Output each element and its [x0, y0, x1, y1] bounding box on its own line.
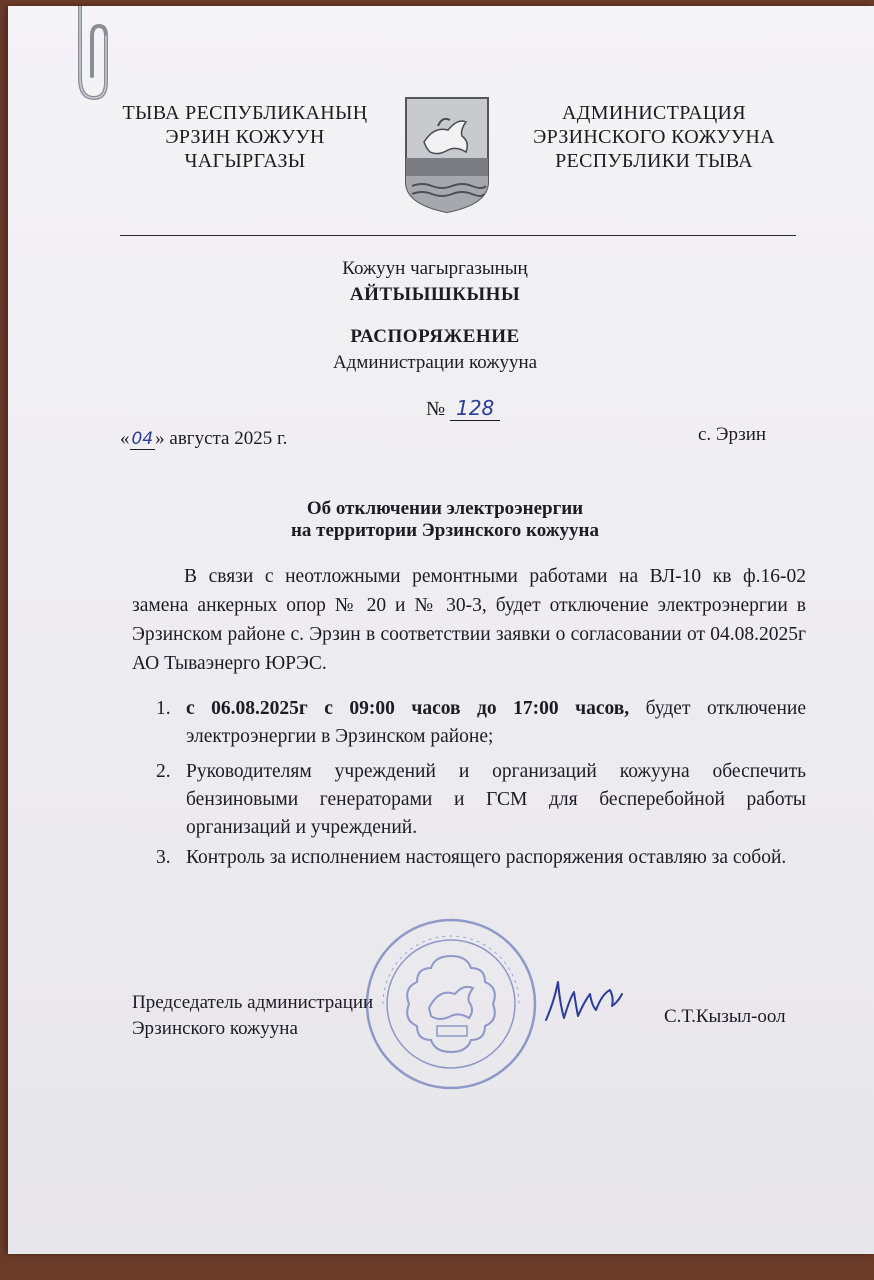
subject-line-1: Об отключении электроэнергии — [306, 498, 584, 519]
list-item-bold: с 06.08.2025г с 09:00 часов до 17:00 часов, — [186, 698, 630, 719]
signatory-position-line-2: Эрзинского кожууна — [132, 1018, 298, 1039]
date-open-quote: « — [120, 428, 130, 449]
tuvan-title: АЙТЫЫШКЫНЫ — [349, 284, 521, 305]
header-left-line: ТЫВА РЕСПУБЛИКАНЫҢ — [122, 102, 368, 124]
date-day-handwritten: 04 — [131, 429, 154, 449]
header-right-russian — [520, 101, 788, 173]
header-right-line: РЕСПУБЛИКИ ТЫВА — [555, 150, 753, 172]
handwritten-signature-icon — [540, 972, 626, 1032]
subject-line-2: на территории Эрзинского кожууна — [290, 520, 600, 541]
list-item-number: 3. — [156, 847, 171, 868]
russian-title: РАСПОРЯЖЕНИЕ — [350, 326, 520, 347]
list-item-text: Руководителям учреждений и организаций кожууна обеспечить бензиновыми генераторами и ГСМ для бесперебойной работы организаций и учреждений. — [186, 761, 806, 838]
signatory-position — [132, 990, 373, 1042]
header-left-line: ЭРЗИН КОЖУУН — [165, 126, 325, 148]
date-month-year: » августа 2025 г. — [155, 428, 288, 449]
document-number — [426, 396, 500, 421]
list-item — [132, 844, 806, 872]
header-right-line: ЭРЗИНСКОГО КОЖУУНА — [533, 126, 775, 148]
list-item-number: 1. — [156, 698, 171, 719]
document-page — [8, 6, 874, 1254]
official-stamp-icon — [363, 916, 539, 1092]
list-item-number: 2. — [156, 761, 171, 782]
body-paragraph: В связи с неотложными ремонтными работами на ВЛ-10 кв ф.16-02 замена анкерных опор № 20 и № 30-3, будет отключение электроэнергии в Эрзинском районе с. Эрзин в соответствии заявки о согласовании от 04.08.2025г АО Тываэнерго ЮРЭС. — [132, 566, 806, 674]
coat-of-arms-icon — [404, 96, 490, 214]
number-label: № — [426, 398, 446, 420]
tuvan-subtitle: Кожуун чагыргазының — [342, 258, 528, 279]
signatory-position-line-1: Председатель администрации — [132, 992, 374, 1013]
number-handwritten: 128 — [450, 396, 500, 421]
russian-subtitle: Администрации кожууна — [332, 352, 538, 373]
paper-clip-icon — [66, 6, 116, 106]
header-left-line: ЧАГЫРГАЗЫ — [184, 150, 306, 172]
list-item — [132, 695, 806, 751]
place-name: с. Эрзин — [698, 424, 767, 445]
header-right-line: АДМИНИСТРАЦИЯ — [562, 102, 746, 124]
header-divider — [120, 235, 796, 236]
list-item-text: будет отключение электроэнергии в Эрзинском районе; — [186, 698, 806, 747]
date-line — [120, 428, 287, 450]
header-left-tuvan — [110, 101, 380, 173]
list-item — [132, 758, 806, 842]
list-item-text: Контроль за исполнением настоящего распоряжения оставляю за собой. — [186, 847, 787, 868]
signatory-name: С.Т.Кызыл-оол — [664, 1006, 786, 1027]
